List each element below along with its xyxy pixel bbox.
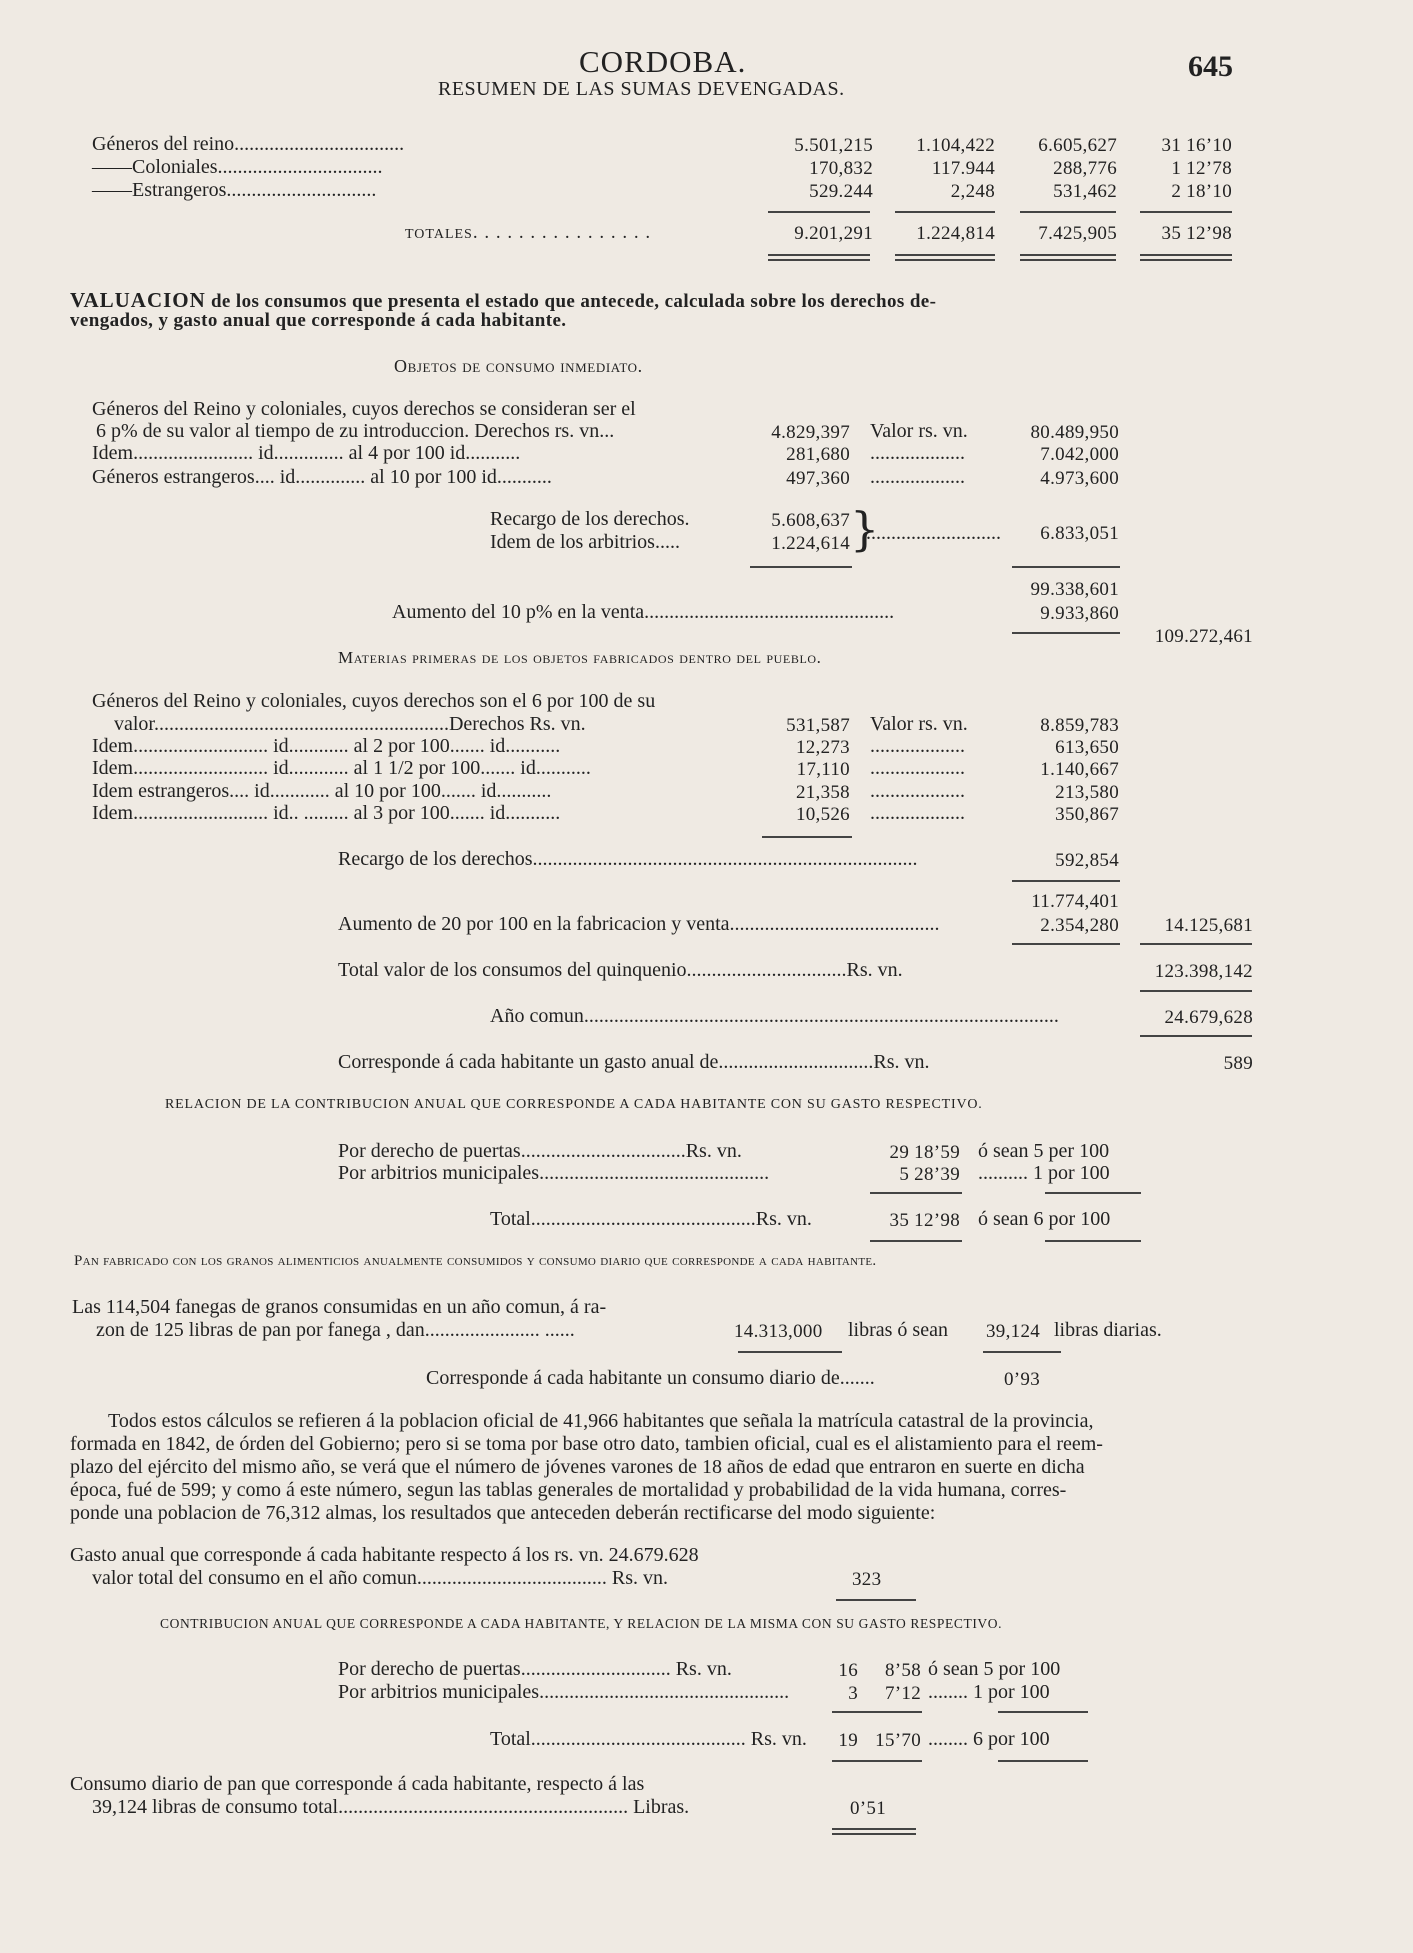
resumen-cell: 6.605,627 xyxy=(1038,135,1117,156)
materias-rule xyxy=(1012,880,1120,882)
resumen-cell: 1 12’78 xyxy=(1171,158,1232,179)
materias-mid: ................... xyxy=(870,780,965,802)
objetos-valor: 80.489,950 xyxy=(1030,422,1119,443)
pan-rect-line-2: 39,124 libras de consumo total.......................................................... Libras. xyxy=(92,1796,690,1818)
resumen-total-cell: 1.224,814 xyxy=(916,223,995,244)
valuacion-heading: VALUACION de los consumos que presenta el estado que antecede, calculada sobre los derechos de- xyxy=(70,288,937,312)
relacion2-total-pct: ........ 6 por 100 xyxy=(928,1728,1050,1750)
pan-consumo-label: Corresponde á cada habitante un consumo diario de....... xyxy=(426,1367,875,1389)
relacion2-row-label: Por derecho de puertas.............................. Rs. vn. xyxy=(338,1658,732,1680)
pan-consumo-value: 0’93 xyxy=(1004,1369,1041,1390)
ano-comun-label: Año comun............................................................................................... xyxy=(490,1005,1059,1027)
resumen-rule xyxy=(1020,211,1116,213)
resumen-total-cell: 35 12’98 xyxy=(1161,223,1232,244)
materias-mid: ................... xyxy=(870,802,965,824)
pan-libras: 14.313,000 xyxy=(734,1321,823,1342)
valuacion-heading-2: vengados, y gasto anual que corresponde á cada habitante. xyxy=(70,310,567,331)
relacion2-v1: 3 xyxy=(848,1683,858,1704)
relacion2-pct: ........ 1 por 100 xyxy=(928,1681,1050,1703)
resumen-rule xyxy=(768,211,870,213)
materias-title: Materias primeras de los objetos fabricados dentro del pueblo. xyxy=(338,648,822,667)
materias-row-label: valor...........................................................Derechos Rs. vn. xyxy=(114,713,586,735)
recargo-derechos-label: Recargo de los derechos. xyxy=(490,508,690,530)
ano-comun-value: 24.679,628 xyxy=(1164,1007,1253,1028)
materias-valor: 213,580 xyxy=(1055,782,1119,803)
pan-rect-value: 0’51 xyxy=(850,1798,887,1819)
materias-row-label: Idem estrangeros.... id............ al 10 por 100....... id........... xyxy=(92,780,552,802)
relacion2-pct: ó sean 5 por 100 xyxy=(928,1658,1061,1680)
objetos-derechos: 497,360 xyxy=(786,468,850,489)
resumen-total-cell: 7.425,905 xyxy=(1038,223,1117,244)
materias-rule xyxy=(1140,990,1252,992)
relacion2-v2: 8’58 xyxy=(884,1660,921,1681)
relacion1-pct: .......... 1 por 100 xyxy=(978,1162,1110,1184)
relacion2-total-v2: 15’70 xyxy=(875,1730,921,1751)
materias-valor: 350,867 xyxy=(1055,804,1119,825)
materias-recargo-value: 592,854 xyxy=(1055,850,1119,871)
resumen-totals-label: TOTALES. . . . . . . . . . . . . . . . xyxy=(405,222,652,243)
materias-valor: 8.859,783 xyxy=(1040,715,1119,736)
objetos-aumento-label: Aumento del 10 p% en la venta.................................................. xyxy=(392,601,895,623)
objetos-valor: 4.973,600 xyxy=(1040,468,1119,489)
recargo-dots: ........................... xyxy=(866,522,1001,544)
resumen-row-label: ——Estrangeros.............................. xyxy=(92,179,377,201)
relacion2-v1: 16 xyxy=(838,1660,858,1681)
materias-derechos: 12,273 xyxy=(795,737,850,758)
page-subtitle: RESUMEN DE LAS SUMAS DEVENGADAS. xyxy=(438,78,845,100)
relacion1-pct: ó sean 5 per 100 xyxy=(978,1140,1110,1162)
relacion1-rule xyxy=(870,1192,962,1194)
resumen-cell: 1.104,422 xyxy=(916,135,995,156)
gasto-rect-rule xyxy=(836,1599,916,1601)
brace-icon: } xyxy=(850,502,880,556)
gasto-rect-value: 323 xyxy=(852,1569,882,1590)
gasto-rect-line-2: valor total del consumo en el año comun...................................... Rs. vn. xyxy=(92,1567,669,1589)
relacion1-value: 29 18’59 xyxy=(889,1142,960,1163)
pan-line-1: Las 114,504 fanegas de granos consumidas en un año comun, á ra- xyxy=(72,1296,607,1318)
materias-row-label: Idem........................... id............ al 2 por 100....... id........... xyxy=(92,735,561,757)
resumen-cell: 2,248 xyxy=(950,181,995,202)
relacion1-rule xyxy=(1045,1240,1141,1242)
materias-row-label: Idem........................... id............ al 1 1/2 por 100....... id........... xyxy=(92,757,591,779)
resumen-rule xyxy=(1140,211,1232,213)
objetos-mid: ................... xyxy=(870,466,965,488)
objetos-rule xyxy=(1012,566,1120,568)
page-title: CORDOBA. xyxy=(579,44,747,79)
recargo-total: 6.833,051 xyxy=(1040,523,1119,544)
resumen-cell: 170,832 xyxy=(809,158,873,179)
resumen-cell: 288,776 xyxy=(1053,158,1117,179)
relacion1-title: RELACION DE LA CONTRIBUCION ANUAL QUE CORRESPONDE A CADA HABITANTE CON SU GASTO RESPECTIVO. xyxy=(165,1097,983,1112)
relacion1-row-label: Por derecho de puertas.................................Rs. vn. xyxy=(338,1140,742,1162)
resumen-double-rule xyxy=(768,254,870,261)
parrafo-line: formada en 1842, de órden del Gobierno; pero si se toma por base otro dato, tambien oficial, cual es el alistamiento para el reem- xyxy=(70,1433,1103,1455)
objetos-valor: 7.042,000 xyxy=(1040,444,1119,465)
resumen-cell: 2 18’10 xyxy=(1171,181,1232,202)
pan-title: Pan fabricado con los granos alimenticios anualmente consumidos y consumo diario que corresponde a cada habitante. xyxy=(74,1253,877,1269)
materias-derechos: 10,526 xyxy=(795,804,850,825)
objetos-row-label: Idem........................ id.............. al 4 por 100 id........... xyxy=(92,442,521,464)
objetos-intro: Géneros del Reino y coloniales, cuyos derechos se consideran ser el xyxy=(92,398,636,420)
relacion2-row-label: Por arbitrios municipales.................................................. xyxy=(338,1681,790,1703)
parrafo-line: Todos estos cálculos se refieren á la poblacion oficial de 41,966 habitantes que señala la matrícula catastral de la provincia, xyxy=(108,1410,1094,1432)
objetos-subtotal: 99.338,601 xyxy=(1030,579,1119,600)
materias-valor: 613,650 xyxy=(1055,737,1119,758)
resumen-cell: 529.244 xyxy=(809,181,873,202)
resumen-row-label: ——Coloniales................................. xyxy=(92,156,383,178)
valuacion-bold-word: VALUACION xyxy=(70,288,206,312)
objetos-rule xyxy=(750,566,852,568)
relacion2-rule xyxy=(832,1711,922,1713)
total-valor-label: Total valor de los consumos del quinquenio................................Rs. vn. xyxy=(338,959,903,981)
materias-mid: Valor rs. vn. xyxy=(870,713,968,735)
materias-aumento-total: 14.125,681 xyxy=(1164,915,1253,936)
pan-rect-double-rule xyxy=(832,1828,916,1835)
materias-aumento-value: 2.354,280 xyxy=(1040,915,1119,936)
objetos-mid: ................... xyxy=(870,442,965,464)
pan-line-2: zon de 125 libras de pan por fanega , dan....................... ...... xyxy=(96,1319,575,1341)
relacion2-rule xyxy=(832,1760,922,1762)
materias-row-label: Idem........................... id.. ......... al 3 por 100....... id........... xyxy=(92,802,561,824)
objetos-mid: Valor rs. vn. xyxy=(870,420,968,442)
pan-diarias-tail: libras diarias. xyxy=(1054,1319,1162,1341)
objetos-rule xyxy=(1012,632,1120,634)
pan-rule xyxy=(983,1351,1061,1353)
objetos-derechos: 4.829,397 xyxy=(771,422,850,443)
resumen-cell: 531,462 xyxy=(1053,181,1117,202)
relacion1-row-label: Por arbitrios municipales.............................................. xyxy=(338,1162,770,1184)
recargo-arbitrios-value: 1.224,614 xyxy=(771,533,850,554)
relacion2-total-label: Total........................................... Rs. vn. xyxy=(490,1728,807,1750)
total-valor-value: 123.398,142 xyxy=(1154,961,1253,982)
objetos-derechos: 281,680 xyxy=(786,444,850,465)
materias-recargo-label: Recargo de los derechos............................................................................. xyxy=(338,848,918,870)
materias-rule xyxy=(1140,1035,1252,1037)
gasto-value: 589 xyxy=(1223,1053,1253,1074)
materias-subtotal: 11.774,401 xyxy=(1031,891,1119,912)
relacion2-rule xyxy=(998,1711,1088,1713)
materias-rule xyxy=(1140,943,1252,945)
objetos-aumento-value: 9.933,860 xyxy=(1040,603,1119,624)
resumen-cell: 117.944 xyxy=(931,158,995,179)
gasto-rect-line-1: Gasto anual que corresponde á cada habitante respecto á los rs. vn. 24.679.628 xyxy=(70,1544,699,1566)
resumen-total-cell: 9.201,291 xyxy=(794,223,873,244)
relacion2-v2: 7’12 xyxy=(884,1683,921,1704)
relacion1-rule xyxy=(1045,1192,1141,1194)
recargo-derechos-value: 5.608,637 xyxy=(771,510,850,531)
materias-derechos: 21,358 xyxy=(795,782,850,803)
objetos-row-label: Géneros estrangeros.... id.............. al 10 por 100 id........... xyxy=(92,466,552,488)
materias-intro: Géneros del Reino y coloniales, cuyos derechos son el 6 por 100 de su xyxy=(92,690,656,712)
gasto-label: Corresponde á cada habitante un gasto anual de...............................Rs. vn. xyxy=(338,1051,930,1073)
relacion1-value: 5 28’39 xyxy=(899,1164,960,1185)
resumen-rule xyxy=(895,211,995,213)
relacion2-total-v1: 19 xyxy=(838,1730,858,1751)
materias-aumento-label: Aumento de 20 por 100 en la fabricacion y venta.......................................... xyxy=(338,913,940,935)
resumen-double-rule xyxy=(895,254,995,261)
materias-derechos: 17,110 xyxy=(796,759,850,780)
relacion1-total-value: 35 12’98 xyxy=(889,1210,960,1231)
objetos-row-label: 6 p% de su valor al tiempo de zu introduccion. Derechos rs. vn... xyxy=(96,420,615,442)
recargo-arbitrios-label: Idem de los arbitrios..... xyxy=(490,531,680,553)
parrafo-line: plazo del ejército del mismo año, se verá que el número de jóvenes varones de 18 años de edad que entraron en suerte en dicha xyxy=(70,1456,1085,1478)
relacion1-total-label: Total.............................................Rs. vn. xyxy=(490,1208,812,1230)
materias-rule xyxy=(762,836,852,838)
resumen-cell: 5.501,215 xyxy=(794,135,873,156)
objetos-title: Objetos de consumo inmediato. xyxy=(394,356,643,376)
relacion1-rule xyxy=(870,1240,962,1242)
resumen-row-label: Géneros del reino.................................. xyxy=(92,133,405,155)
parrafo-line: época, fué de 599; y como á este número, segun las tablas generales de mortalidad y probabilidad de la vida humana, corres- xyxy=(70,1479,1067,1501)
resumen-double-rule xyxy=(1140,254,1232,261)
materias-derechos: 531,587 xyxy=(786,715,850,736)
pan-rect-line-1: Consumo diario de pan que corresponde á cada habitante, respecto á las xyxy=(70,1773,645,1795)
materias-mid: ................... xyxy=(870,757,965,779)
materias-mid: ................... xyxy=(870,735,965,757)
page-number: 645 xyxy=(1188,50,1233,83)
relacion2-title: CONTRIBUCION ANUAL QUE CORRESPONDE A CADA HABITANTE, Y RELACION DE LA MISMA CON SU GASTO RESPECTIVO. xyxy=(160,1616,1003,1631)
objetos-total: 109.272,461 xyxy=(1154,626,1253,647)
relacion1-total-pct: ó sean 6 por 100 xyxy=(978,1208,1111,1230)
pan-diarias: 39,124 xyxy=(986,1321,1041,1342)
resumen-cell: 31 16’10 xyxy=(1161,135,1232,156)
materias-valor: 1.140,667 xyxy=(1040,759,1119,780)
materias-rule xyxy=(1012,943,1120,945)
parrafo-line: ponde una poblacion de 76,312 almas, los resultados que anteceden deberán rectificarse del modo siguiente: xyxy=(70,1502,936,1524)
relacion2-rule xyxy=(998,1760,1088,1762)
pan-rule xyxy=(738,1351,842,1353)
pan-libras-tail: libras ó sean xyxy=(848,1319,948,1341)
resumen-double-rule xyxy=(1020,254,1116,261)
